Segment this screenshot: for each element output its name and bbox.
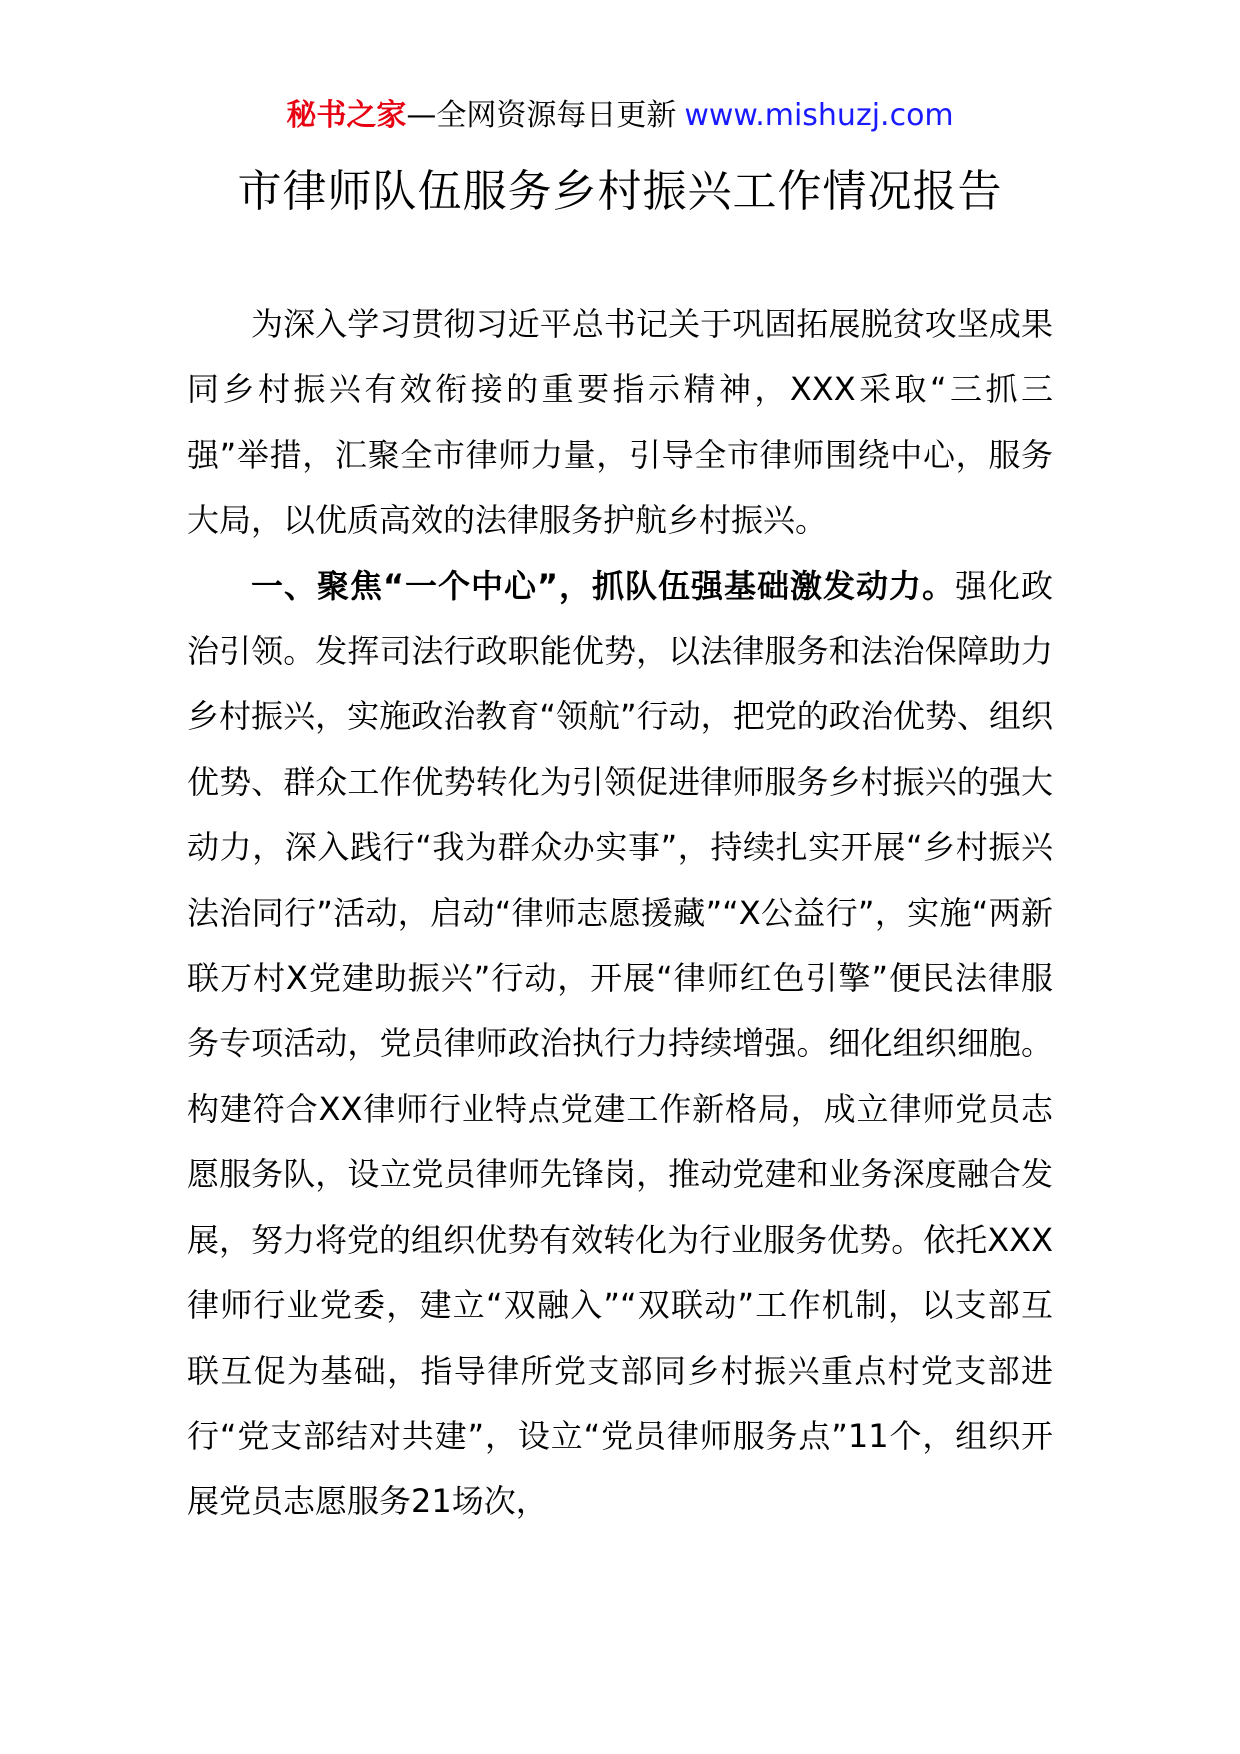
document-title: 市律师队伍服务乡村振兴工作情况报告 xyxy=(237,166,1003,217)
section-1-heading: 一、聚焦“一个中心”，抓队伍强基础激发动力。 xyxy=(251,566,955,605)
site-header xyxy=(0,96,1240,136)
header-tagline: —全网资源每日更新 xyxy=(406,98,677,133)
document-body xyxy=(187,292,1053,1535)
section-1-paragraph xyxy=(187,554,1053,1535)
section-1-body: 强化政治引领。发挥司法行政职能优势，以法律服务和法治保障助力乡村振兴，实施政治教育“领航”行动，把党的政治优势、组织优势、群众工作优势转化为引领促进律师服务乡村振兴的强大动力，深入践行“我为群众办实事”，持续扎实开展“乡村振兴法治同行”活动，启动“律师志愿援藏”“X公益行”，实施“两新联万村X党建助振兴”行动，开展“律师红色引擎”便民法律服务专项活动，党员律师政治执行力持续增强。细化组织细胞。构建符合XX律师行业特点党建工作新格局，成立律师党员志愿服务队，设立党员律师先锋岗，推动党建和业务深度融合发展，努力将党的组织优势有效转化为行业服务优势。依托XXX律师行业党委，建立“双融入”“双联动”工作机制，以支部互联互促为基础，指导律所党支部同乡村振兴重点村党支部进行“党支部结对共建”，设立“党员律师服务点”11个，组织开展党员志愿服务21场次， xyxy=(187,566,1053,1521)
brand-name: 秘书之家 xyxy=(286,98,407,133)
site-url[interactable]: www.mishuzj.com xyxy=(684,98,954,133)
intro-paragraph: 为深入学习贯彻习近平总书记关于巩固拓展脱贫攻坚成果同乡村振兴有效衔接的重要指示精神，XXX采取“三抓三强”举措，汇聚全市律师力量，引导全市律师围绕中心，服务大局，以优质高效的法律服务护航乡村振兴。 xyxy=(187,305,1053,540)
